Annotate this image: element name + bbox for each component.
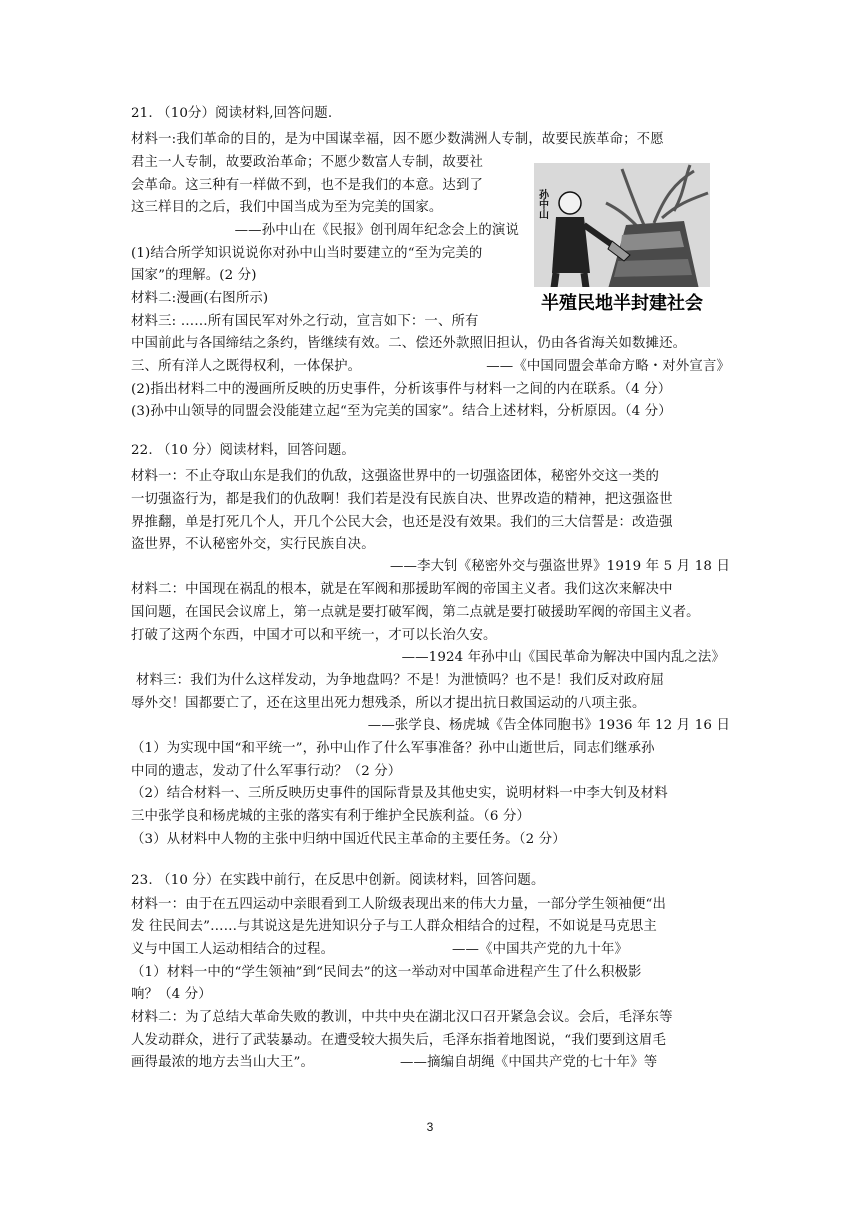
q23-material1-line2: 发 往民间去”……与其说这是先进知识分子与工人群众相结合的过程，不如说是马克思主 (131, 919, 657, 934)
q23-material1-source: ——《中国共产党的九十年》 (452, 942, 629, 957)
figure-head (559, 192, 581, 214)
q22-material3-line1: 材料三：我们为什么这样发动，为争地盘吗？不是！为泄愤吗？也不是！我们反对政府屈 (136, 673, 665, 688)
q22-question3: （3）从材料中人物的主张中归纳中国近代民主革命的主要任务。（2 分） (131, 832, 566, 847)
q21-material1-line4: 这三样目的之后，我们中国当成为至为完美的国家。 (131, 200, 443, 215)
q21-material1-source: ——孙中山在《民报》创刊周年纪念会上的演说 (234, 223, 519, 238)
q23-material2-line1: 材料二：为了总结大革命失败的教训，中共中央在湖北汉口召开紧急会议。会后，毛泽东等 (131, 1010, 673, 1025)
q21-question1-line1: (1)结合所学知识说说你对孙中山当时要建立的“至为完美的 (131, 246, 483, 261)
q21-material2: 材料二:漫画(右图所示) (131, 291, 269, 306)
q22-question2-line2: 三中张学良和杨虎城的主张的落实有利于维护全民族利益。（6 分） (131, 809, 531, 824)
q23-header: 23. （10 分）在实践中前行，在反思中创新。阅读材料，回答问题。 (131, 873, 545, 888)
q21-material1-line1: 材料一:我们革命的目的，是为中国谋幸福，因不愿少数满洲人专制，故要民族革命；不愿 (131, 132, 664, 147)
cartoon-caption: 半殖民地半封建社会 (541, 293, 703, 314)
q21-question2: (2)指出材料二中的漫画所反映的历史事件，分析该事件与材料一之间的内在联系。（4 分） (131, 382, 672, 397)
q22-question2-line1: （2）结合材料一、三所反映历史事件的国际背景及其他史实，说明材料一中李大钊及材料 (131, 786, 668, 801)
q22-header: 22. （10 分）阅读材料，回答问题。 (131, 443, 355, 458)
q21-material1-line2: 君主一人专制，故要政治革命；不愿少数富人专制，故要社 (131, 155, 484, 170)
cartoon-side-label: 孙中山 (536, 189, 548, 219)
cartoon-drawing (534, 163, 710, 319)
q23-material2-source: ——摘编自胡绳《中国共产党的七十年》等 (400, 1055, 658, 1070)
q22-material1-line3: 界推翻，单是打死几个人，开几个公民大会，也还是没有效果。我们的三大信誓是：改造强 (131, 515, 673, 530)
q22-material1-line2: 一切强盗行为，都是我们的仇敌啊！我们若是没有民族自决、世界改造的精神，把这强盗世 (131, 492, 673, 507)
q22-material2-source: ——1924 年孙中山《国民革命为解决中国内乱之法》 (401, 650, 725, 665)
q21-material3-line3: 三、所有洋人之既得权利，一体保护。 (131, 359, 362, 374)
q22-material2-line2: 国问题，在国民会议席上，第一点就是要打破军阀，第二点就是要打破援助军阀的帝国主义者。 (131, 605, 700, 620)
q23-question1-line1: （1）材料一中的“学生领袖”到“民间去”的这一举动对中国革命进程产生了什么积极影 (131, 965, 642, 980)
q22-material3-line2: 辱外交！国都要亡了，还在这里出死力想残杀，所以才提出抗日救国运动的八项主张。 (131, 696, 646, 711)
q21-material3-line1: 材料三: ……所有国民军对外之行动，宣言如下：一、所有 (131, 314, 479, 329)
q23-material1-line1: 材料一：由于在五四运动中亲眼看到工人阶级表现出来的伟大力量，一部分学生领袖便“出 (131, 897, 667, 912)
q21-material1-line3: 会革命。这三种有一样做不到，也不是我们的本意。达到了 (131, 178, 484, 193)
q21-header: 21. （10分）阅读材料,回答问题. (131, 106, 333, 121)
q22-material2-line1: 材料二：中国现在祸乱的根本，就是在军阀和那援助军阀的帝国主义者。我们这次来解决中 (131, 582, 673, 597)
q21-material3-source: ——《中国同盟会革命方略・对外宣言》 (486, 359, 730, 374)
q22-material2-line3: 打破了这两个东西，中国才可以和平统一，才可以长治久安。 (131, 628, 497, 643)
q22-question1-line1: （1）为实现中国“和平统一”，孙中山作了什么军事准备？孙中山逝世后，同志们继承孙 (131, 741, 655, 756)
q22-material1-source: ——李大钊《秘密外交与强盗世界》1919 年 5 月 18 日 (390, 559, 730, 574)
page-number: 3 (426, 1120, 434, 1134)
q22-material1-line1: 材料一：不止夺取山东是我们的仇敌，这强盗世界中的一切强盗团体，秘密外交这一类的 (131, 469, 660, 484)
cartoon-image (534, 163, 710, 319)
q21-question3: (3)孙中山领导的同盟会没能建立起“至为完美的国家”。结合上述材料，分析原因。（4 分） (131, 404, 672, 419)
q22-material3-source: ——张学良、杨虎城《告全体同胞书》1936 年 12 月 16 日 (367, 718, 730, 733)
q22-question1-line2: 中同的遗志，发动了什么军事行动？（2 分） (131, 764, 402, 779)
q23-material2-line3: 画得最浓的地方去当山大王”。 (131, 1055, 315, 1070)
q22-material1-line4: 盗世界，不认秘密外交，实行民族自决。 (131, 537, 375, 552)
q23-question1-line2: 响？（4 分） (131, 987, 212, 1002)
q21-material3-line2: 中国前此与各国缔结之条约，皆继续有效。二、偿还外款照旧担认，仍由各省海关如数摊还。 (131, 336, 687, 351)
q23-material1-line3: 义与中国工人运动相结合的过程。 (131, 942, 335, 957)
q21-question1-line2: 国家”的理解。(2 分) (131, 268, 257, 283)
q23-material2-line2: 人发动群众，进行了武装暴动。在遭受较大损失后，毛泽东指着地图说，“我们要到这眉毛 (131, 1033, 667, 1048)
